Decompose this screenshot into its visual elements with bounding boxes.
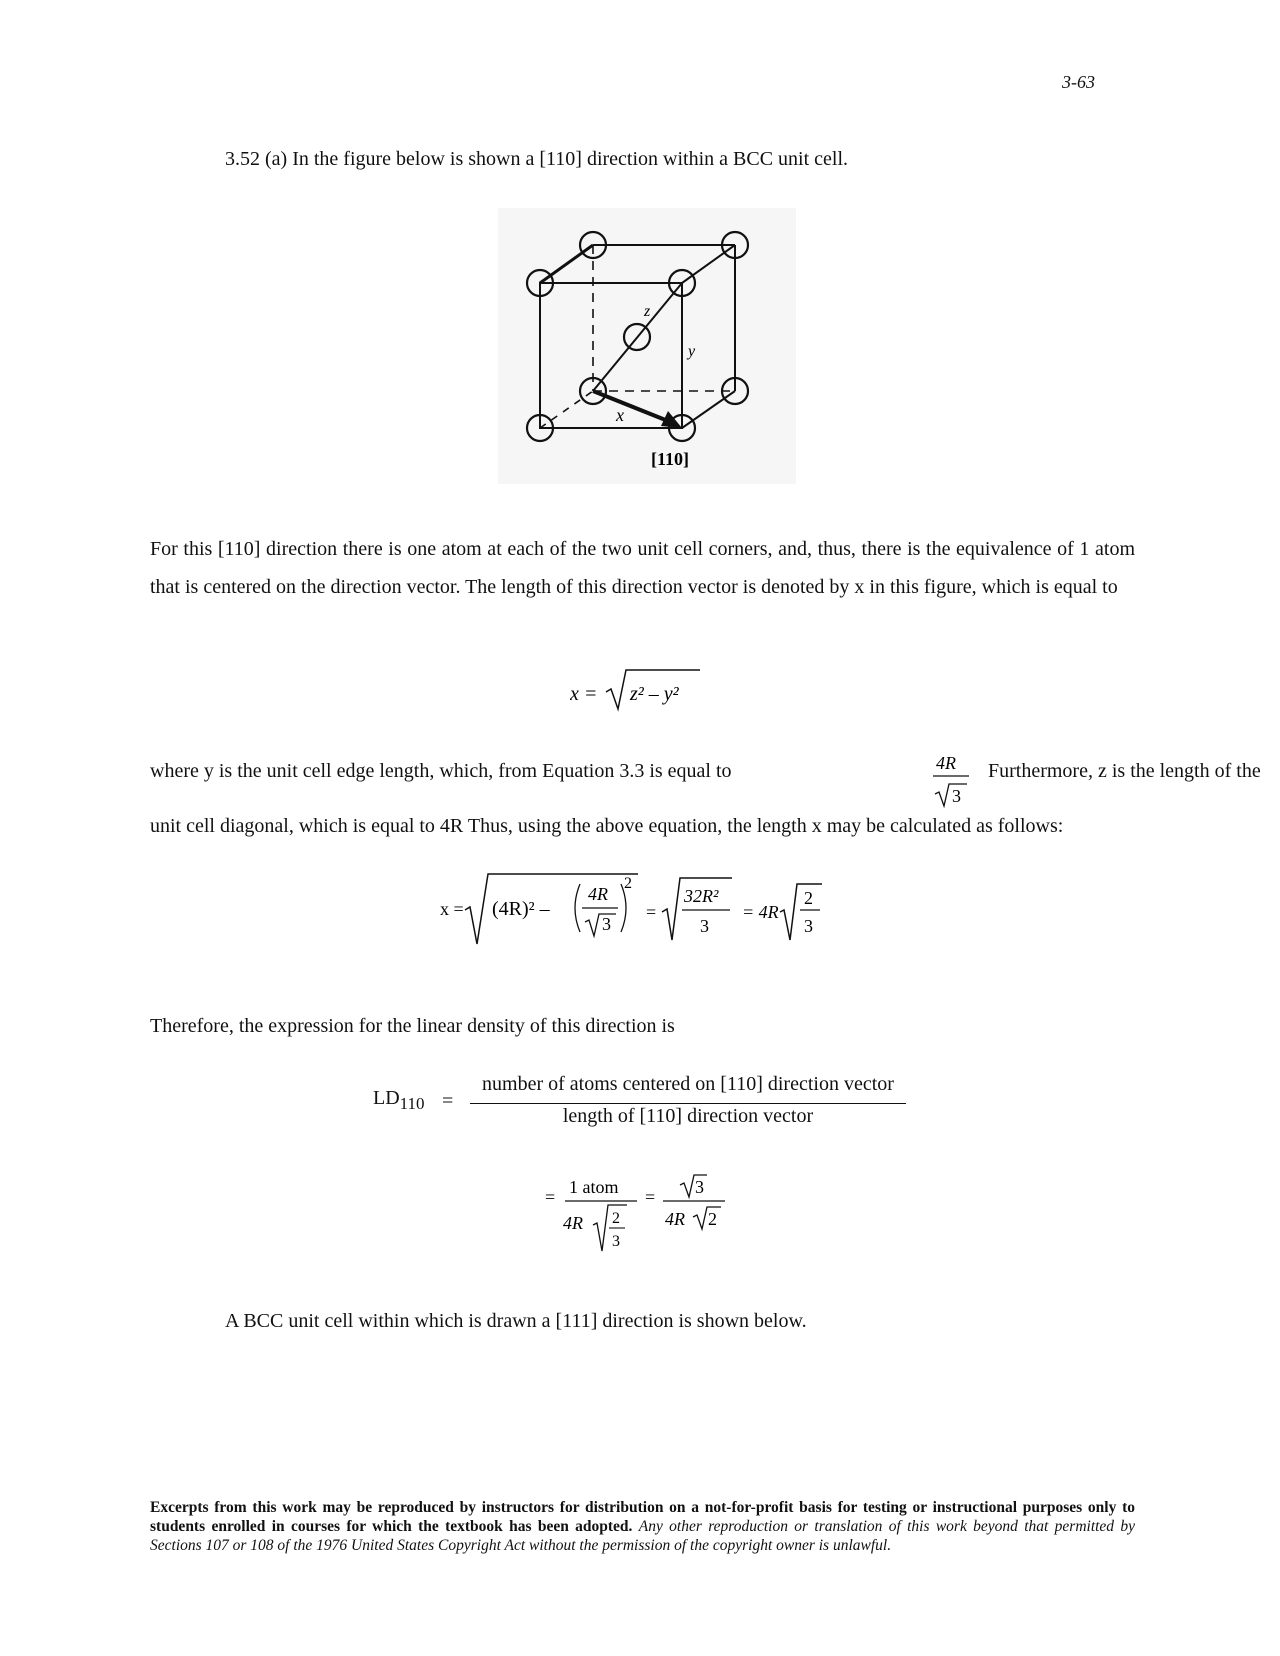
equation-2	[440, 870, 840, 950]
y-label: y	[688, 343, 696, 360]
ld2-num2: 3	[695, 1177, 704, 1197]
paragraph-2-before: where y is the unit cell edge length, which, from Equation 3.3 is equal to	[150, 760, 732, 782]
ld2-num1: 1 atom	[569, 1177, 619, 1197]
paragraph-2-after: Furthermore, z is the length of the	[988, 760, 1261, 782]
sqrt-icon	[935, 784, 967, 806]
footer-italic: Any other reproduction or translation of this work beyond that permitted by Sections 107 or 108 of the 1976 United States Copyright Act without the permission of the copyright owner is unlawful.	[150, 1518, 1136, 1554]
z-label: z	[644, 303, 651, 320]
eq2-result-num: 2	[804, 888, 813, 908]
copyright-footer	[150, 1498, 1135, 1555]
paragraph-1: For this [110] direction there is one atom at each of the two unit cell corners, and, thus, there is the equivalence of 1 atom that is centered on the direction vector. The length of this direction vector is denoted by x in this figure, which is equal to	[150, 538, 1135, 598]
sqrt-icon	[585, 914, 616, 936]
therefore-text: Therefore, the expression for the linear density of this direction is	[150, 1015, 675, 1037]
eq2-result-coeff: = 4R	[742, 902, 779, 922]
ld2-den2-coeff: 4R	[665, 1209, 685, 1229]
bottom-left-hidden-edge	[540, 391, 593, 428]
fraction-4R-over-sqrt3	[933, 746, 973, 816]
top-right-edge	[682, 245, 735, 283]
x-label: x	[616, 405, 624, 425]
bottom-right-edge	[682, 391, 735, 428]
left-paren	[575, 884, 580, 932]
eq1-lhs: x =	[570, 683, 598, 705]
ld2-den1-coeff: 4R	[563, 1213, 583, 1233]
eq2-frac2-den: 3	[700, 916, 709, 936]
frac-den: 3	[952, 786, 961, 806]
ld-label: $LD_{110}$	[373, 1087, 425, 1113]
page-number: 3-63	[1062, 72, 1095, 92]
equation-1	[570, 665, 710, 715]
eq2-exp: 2	[624, 875, 632, 892]
paragraph-2-line-1	[150, 753, 1261, 806]
ld-fraction-bar	[470, 1103, 906, 1104]
eq1-radicand: z² – y²	[630, 683, 679, 705]
ld-denominator: length of [110] direction vector	[562, 1105, 814, 1127]
eq2-paren-num: 4R	[588, 884, 608, 904]
ld2-den1-den: 3	[612, 1233, 620, 1250]
ld-equals: =	[442, 1090, 454, 1112]
unit-cell-diagram	[498, 208, 796, 484]
front-face	[540, 283, 682, 428]
paragraph-2-line-2: unit cell diagonal, which is equal to 4R Thus, using the above equation, the length x may be calculated as follows:	[150, 815, 1064, 837]
eq2-lhs: x =	[440, 899, 464, 919]
bcc-111-intro: A BCC unit cell within which is drawn a [111] direction is shown below.	[225, 1310, 807, 1332]
ld2-den1-num: 2	[612, 1210, 620, 1227]
ld2-den2-rad: 2	[708, 1209, 717, 1229]
ld2-eq1: =	[545, 1187, 556, 1207]
top-left-edge	[540, 245, 593, 283]
eq2-frac2-num: 32R²	[684, 886, 719, 906]
ld-numerator: number of atoms centered on [110] direction vector	[482, 1073, 894, 1095]
frac-num: 4R	[936, 753, 956, 773]
direction-label: [110]	[651, 449, 689, 469]
bcc-unit-cell-figure	[498, 208, 796, 484]
sqrt-icon	[780, 884, 822, 940]
problem-heading: 3.52 (a) In the figure below is shown a [110] direction within a BCC unit cell.	[225, 148, 849, 170]
eq2-term1: (4R)² –	[492, 898, 550, 920]
ld-equation-2	[545, 1165, 745, 1255]
eq2-eq: =	[646, 902, 657, 922]
footer-bold: Excerpts from this work may be reproduced by instructors for distribution on a not-for-profit basis for testing or instructional purposes only to students enrolled in courses for which the textbook has been adopted.	[150, 1499, 1135, 1535]
z-diagonal-line	[593, 283, 682, 391]
ld2-eq2: =	[645, 1187, 656, 1207]
ld-subscript: 110	[399, 1094, 425, 1113]
sqrt-icon	[465, 874, 638, 944]
eq2-result-den: 3	[804, 916, 813, 936]
eq2-paren-den: 3	[602, 914, 611, 934]
